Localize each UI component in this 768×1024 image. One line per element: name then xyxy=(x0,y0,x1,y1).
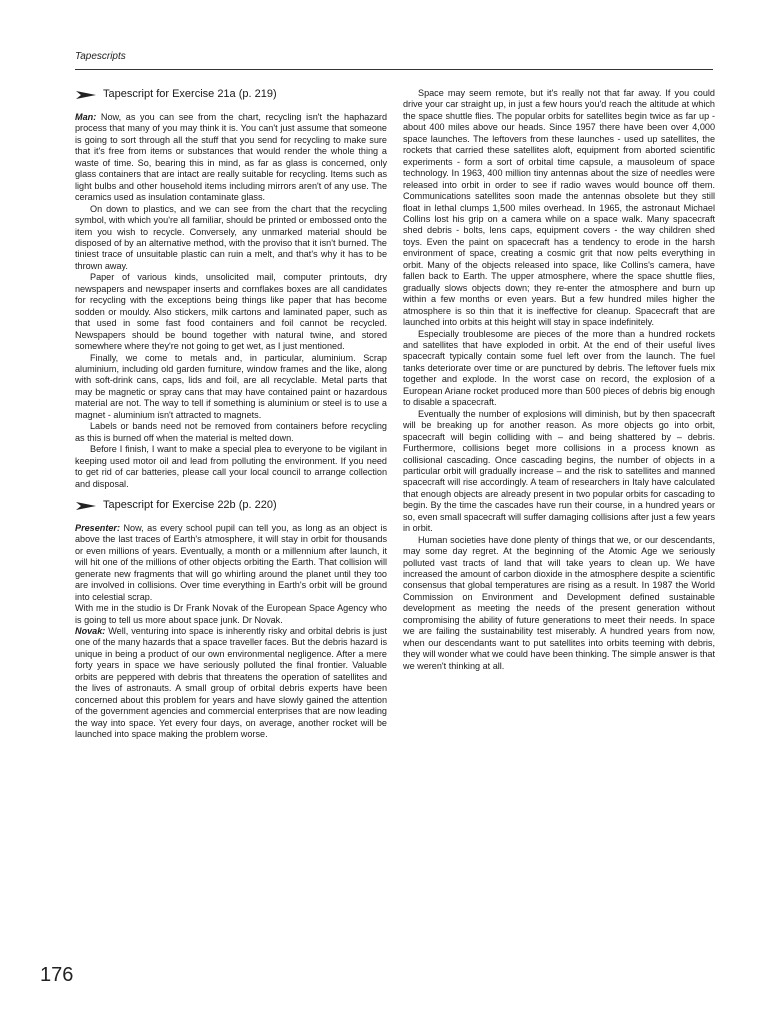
paragraph xyxy=(75,112,387,204)
right-column xyxy=(403,88,715,672)
section-heading-text: Tapescript for Exercise 21a (p. 219) xyxy=(103,88,277,101)
paragraph xyxy=(75,523,387,603)
paragraph xyxy=(75,626,387,741)
header-rule xyxy=(75,69,713,70)
arrow-icon xyxy=(75,501,97,511)
speaker-label: Presenter: xyxy=(75,522,120,533)
paragraph: With me in the studio is Dr Frank Novak of the European Space Agency who is going to tell us more about space junk. Dr Novak. xyxy=(75,603,387,625)
paragraph: Finally, we come to metals and, in particular, aluminium. Scrap aluminium, including old garden furniture, window frames and the like, along with soft-drink cans, caps, lids and foil, are all recyclable. Metal parts that may be magnetic or spray cans that may have contained paint or hazardous material are not. The way to tell if something is aluminium or steel is to use a magnet - aluminium isn't attracted to magnets. xyxy=(75,352,387,420)
page-number: 176 xyxy=(40,964,74,986)
arrow-icon xyxy=(75,90,97,100)
paragraph: Paper of various kinds, unsolicited mail, computer printouts, dry newspapers and newspaper inserts and cornflakes boxes are all candidates for recycling with the exceptions being things like paper that has become sodden or mouldy. Also stickers, milk cartons and laminated paper, such as that used in some fast food containers and foil cannot be recycled. Newspapers should be bound together with natural twine, and stored somewhere where they're not going to get wet, as I just mentioned. xyxy=(75,272,387,352)
left-column xyxy=(75,88,387,741)
paragraph: Labels or bands need not be removed from containers before recycling as this is burned off when the material is melted down. xyxy=(75,421,387,443)
running-head: Tapescripts xyxy=(75,51,126,62)
paragraph: On down to plastics, and we can see from the chart that the recycling symbol, with which you're all familiar, should be printed or embossed onto the item you wish to recycle. Conversely, any unmarked material should be disposed of by an alternative method, with the proviso that it isn't burned. The tiniest trace of unsuitable plastic can ruin a melt, and that's why it has to be thrown away. xyxy=(75,203,387,271)
paragraph-text: Well, venturing into space is inherently risky and orbital debris is just one of the many hazards that a space traveller faces. But the debris hazard is unique in being a product of our own environmental negligence. After a mere forty years in space we have seriously polluted the final frontier. Valuable orbits are peppered with debris that threatens the operation of satellites and the lives of astronauts. A small group of orbital debris experts have been concerned about this problem for years and have slowly gained the attention of the government agencies and commercial enterprises that are now leading the way into space. Yet every four days, on average, another rocket will be launched into space making the problem worse. xyxy=(75,626,387,740)
speaker-label: Novak: xyxy=(75,626,106,637)
section-heading-21a xyxy=(75,88,387,102)
paragraph-text: Now, as every school pupil can tell you, as long as an object is above the last traces of Earth's atmosphere, it will stay in orbit for thousands or even millions of years. Eventually, a month or a millennium after launch, it will hit one of the millions of other objects orbiting the Earth. That collision will generate new fragments that will go whirling around the planet until they too are involved in collisions. Over time everything in Earth's orbit will be ground into celestial scrap. xyxy=(75,522,388,602)
paragraph: Space may seem remote, but it's really not that far away. If you could drive your car straight up, in just a few hours you'd reach the altitude at which the space shuttle flies. The popular orbits for satellites begin twice as far up - about 400 miles above our heads. Since 1957 there have been over 4,000 space launches. The leftovers from these launches - used up satellites, the rockets that carried these satellites aloft, equipment from aborted scientific experiments - form a sort of orbital time capsule, a mausoleum of space technology. In 1963, 400 million tiny antennas about the size of needles were released into orbit in order to see if radio waves would bounce off them. Communications satellites soon made the antennas obsolete but they still float in lethal clumps 1,500 miles overhead. In 1965, the astronaut Michael Collins lost his grip on a camera while on a space walk. Many spacecraft shed debris - bolts, lens caps, equipment covers - the way children shed toys. Even the paint on spacecraft has a tendency to erode in the harsh environment of space, creating a cosmic grit that now pelts everything in orbit. Many of the objects released into space, like Collins's camera, have fallen back to Earth. The upper atmosphere, where the space shuttle flies, gradually slows objects down; they re-enter the atmosphere and burn up within a few months or even years. But a few hundred miles higher the atmosphere is so thin that it is ineffective for cleanup. Spacecraft that are launched into orbits at this height will stay in space indefinitely. xyxy=(403,88,715,328)
paragraph: Especially troublesome are pieces of the more than a hundred rockets and satellites that have exploded in orbit. At the end of their useful lives spacecraft typically contain some fuel left over from the launch. The fuel tanks deteriorate over time or are punctured by debris. The leftover fuels mix together and explode. In the worst case on record, the explosion of a European Ariane rocket produced more than 500 pieces of debris big enough to disable a spacecraft. xyxy=(403,328,715,408)
paragraph-text: Now, as you can see from the chart, recycling isn't the haphazard process that many of you may think it is. You can't just assume that someone is going to sort through all the stuff that you send for recycling to make sure that it's free from items or substances that would render the whole thing a waste of time. So, bearing this in mind, as far as glass is concerned, only glass containers that are intact are really suitable for recycling. Items such as light bulbs and other household items including mirrors aren't of any use. The ceramics used as insulation contaminate glass. xyxy=(75,112,387,203)
section-heading-text: Tapescript for Exercise 22b (p. 220) xyxy=(103,499,277,512)
section-heading-22b xyxy=(75,499,387,513)
paragraph: Human societies have done plenty of things that we, or our descendants, may some day regret. At the beginning of the Atomic Age we seriously polluted vast tracts of land that will take years to clean up. We have increased the amount of carbon dioxide in the atmosphere despite a scientific consensus that global temperatures are rising as a result. In 1987 the World Commission on Environment and Development defined sustainable development as meeting the needs of the present generation without compromising the ability of future generations to meet their needs. In space we are failing the sustainability test miserably. A hundred years from now, when our descendants want to put satellites into orbits teeming with debris, they will wonder what we could have been thinking. The simple answer is that we weren't thinking at all. xyxy=(403,534,715,671)
paragraph: Before I finish, I want to make a special plea to everyone to be vigilant in keeping used motor oil and lead from polluting the environment. If you need to get rid of car batteries, please call your local council to arrange collection and disposal. xyxy=(75,444,387,489)
paragraph: Eventually the number of explosions will diminish, but by then spacecraft will be breaking up for another reason. As more objects go into orbit, spacecraft will begin colliding with – and being shattered by – debris. Furthermore, collisions beget more collisions in a process known as collisional cascading. Once cascading begins, the number of objects in a particular orbit will gradually increase – and the risk to satellites and manned spacecraft will rise accordingly. A team of researchers in Italy have calculated that enough objects are already present in two popular orbits for cascading to begin. By the time the cascades have run their course, in a hundred years or so, even small spacecraft will suffer damaging collisions after just a few years in orbit. xyxy=(403,408,715,534)
speaker-label: Man: xyxy=(75,112,97,122)
